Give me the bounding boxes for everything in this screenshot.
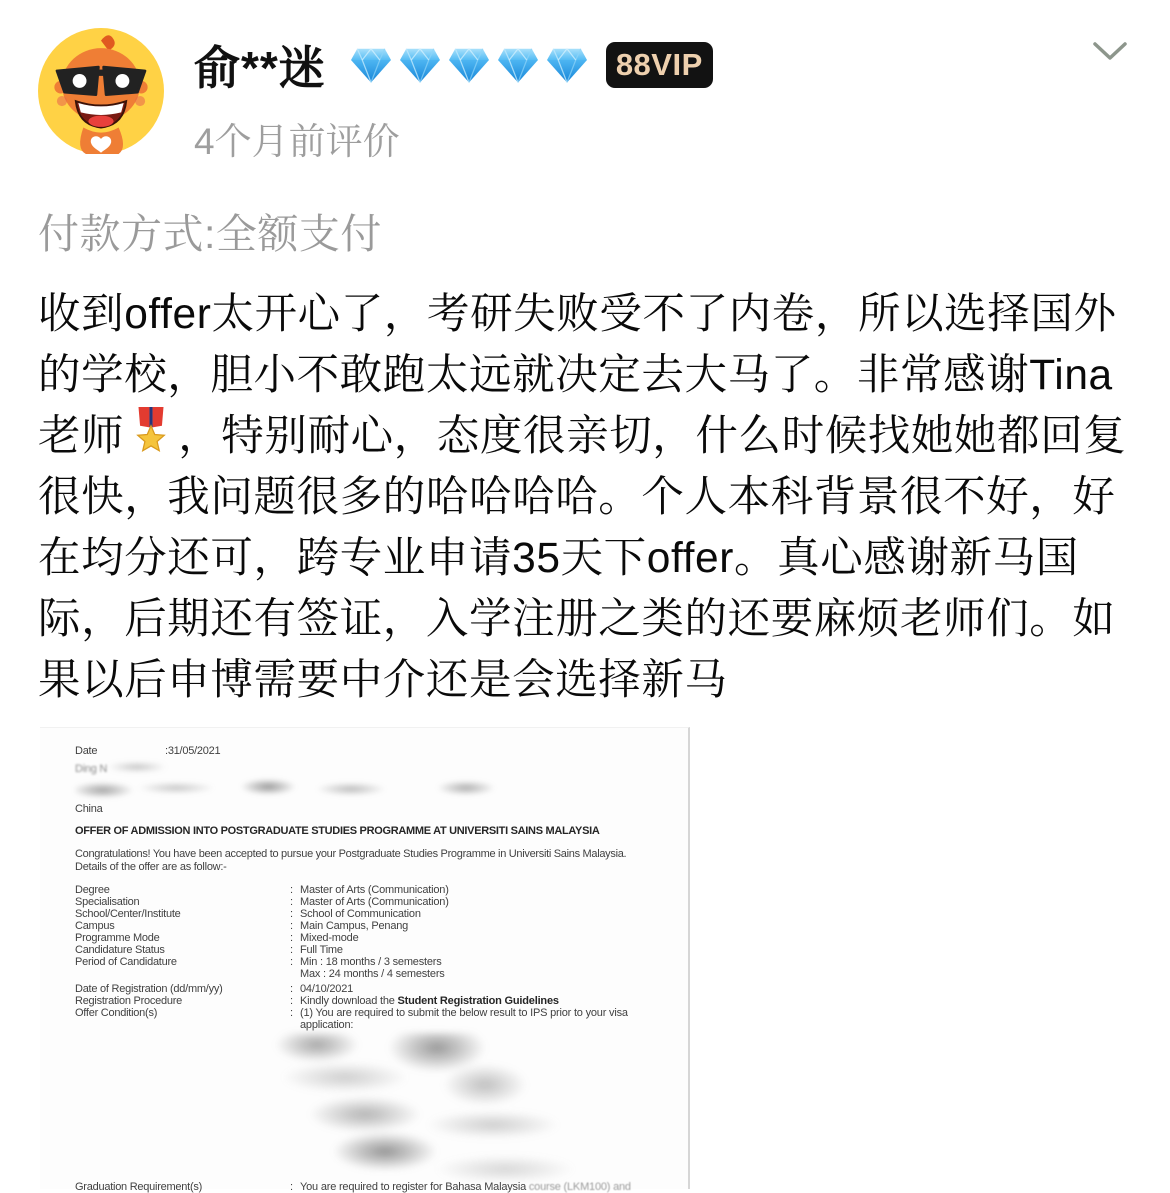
doc-recipient-row: [75, 762, 648, 777]
doc-field-row: Offer Condition(s) : (1) You are required to submit the below result to IPS prior to your visa application:: [75, 1007, 628, 1031]
doc-field-row: Registration Procedure : Kindly download the Student Registration Guidelines: [75, 995, 559, 1007]
military-medal-icon: [132, 407, 170, 457]
doc-fields: [75, 884, 648, 1031]
review-time: 4个月前评价: [194, 121, 400, 162]
doc-title: OFFER OF ADMISSION INTO POSTGRADUATE STUDIES PROGRAMME AT UNIVERSITI SAINS MALAYSIA: [75, 825, 600, 837]
doc-field-row: Date of Registration (dd/mm/yy) : 04/10/2021: [75, 983, 354, 995]
redaction-smudge: [109, 762, 179, 772]
blue-diamond-icon: [348, 45, 394, 85]
doc-recipient-name: Ding N: [75, 763, 108, 775]
review-text-part1: 收到offer太开心了，考研失败受不了内卷，所以选择国外的学校，胆小不敢跑太远就决定去大马了。非常感谢Tina老师: [38, 291, 1117, 460]
doc-date-row: [75, 745, 648, 758]
redaction-smudge-address: [75, 778, 535, 800]
doc-field-row: Programme Mode : Mixed-mode: [75, 932, 359, 944]
chevron-down-icon[interactable]: [1085, 28, 1135, 81]
avatar-mascot-icon: [38, 28, 164, 154]
username: 俞**迷: [194, 42, 326, 94]
avatar[interactable]: [38, 28, 164, 154]
attachment-offer-letter-image[interactable]: [40, 727, 690, 1193]
doc-field-row: Period of Candidature : Min : 18 months / 3 semesters Max : 24 months / 4 semesters: [75, 956, 445, 980]
review-header: [38, 28, 1135, 165]
vip-badge: 88VIP: [606, 42, 713, 88]
doc-field-row: Candidature Status : Full Time: [75, 944, 343, 956]
review-text-part2: ，特别耐心，态度很亲切，什么时候找她她都回复很快，我问题很多的哈哈哈哈。个人本科背景很不好，好在均分还可，跨专业申请35天下offer。真心感谢新马国际，后期还有签证，入学注册之类的还要麻烦老师们。如果以后申博需要中介还是会选择新马: [38, 413, 1127, 704]
doc-field-row: School/Center/Institute : School of Communication: [75, 908, 421, 920]
doc-date-separator: :: [165, 745, 168, 757]
blue-diamond-icon: [544, 45, 590, 85]
doc-field-row: Campus : Main Campus, Penang: [75, 920, 409, 932]
user-row: [194, 32, 1085, 98]
doc-date-label: Date: [75, 745, 98, 757]
review-text: [38, 284, 1138, 711]
offer-letter-content: [40, 728, 688, 1193]
blue-diamond-icon: [397, 45, 443, 85]
redaction-smudge-results: [205, 1033, 605, 1181]
blue-diamond-icon: [495, 45, 541, 85]
payment-method: 付款方式:全额支付: [38, 211, 382, 257]
blue-diamond-icon: [446, 45, 492, 85]
doc-country: China: [75, 803, 103, 815]
doc-graduation-row: Graduation Requirement(s) : You are required to register for Bahasa Malaysia course (LKM100) and: [75, 1181, 631, 1193]
doc-intro-line1: Congratulations! You have been accepted to pursue your Postgraduate Studies Programme in Universiti Sains Malaysia.: [75, 848, 627, 860]
doc-intro-line2: Details of the offer are as follow:-: [75, 861, 227, 873]
rating-diamonds: [348, 45, 590, 85]
doc-field-row: Degree : Master of Arts (Communication): [75, 884, 449, 896]
doc-field-row: Specialisation : Master of Arts (Communication): [75, 896, 449, 908]
doc-date-value: 31/05/2021: [167, 745, 221, 757]
header-main: [194, 28, 1085, 165]
